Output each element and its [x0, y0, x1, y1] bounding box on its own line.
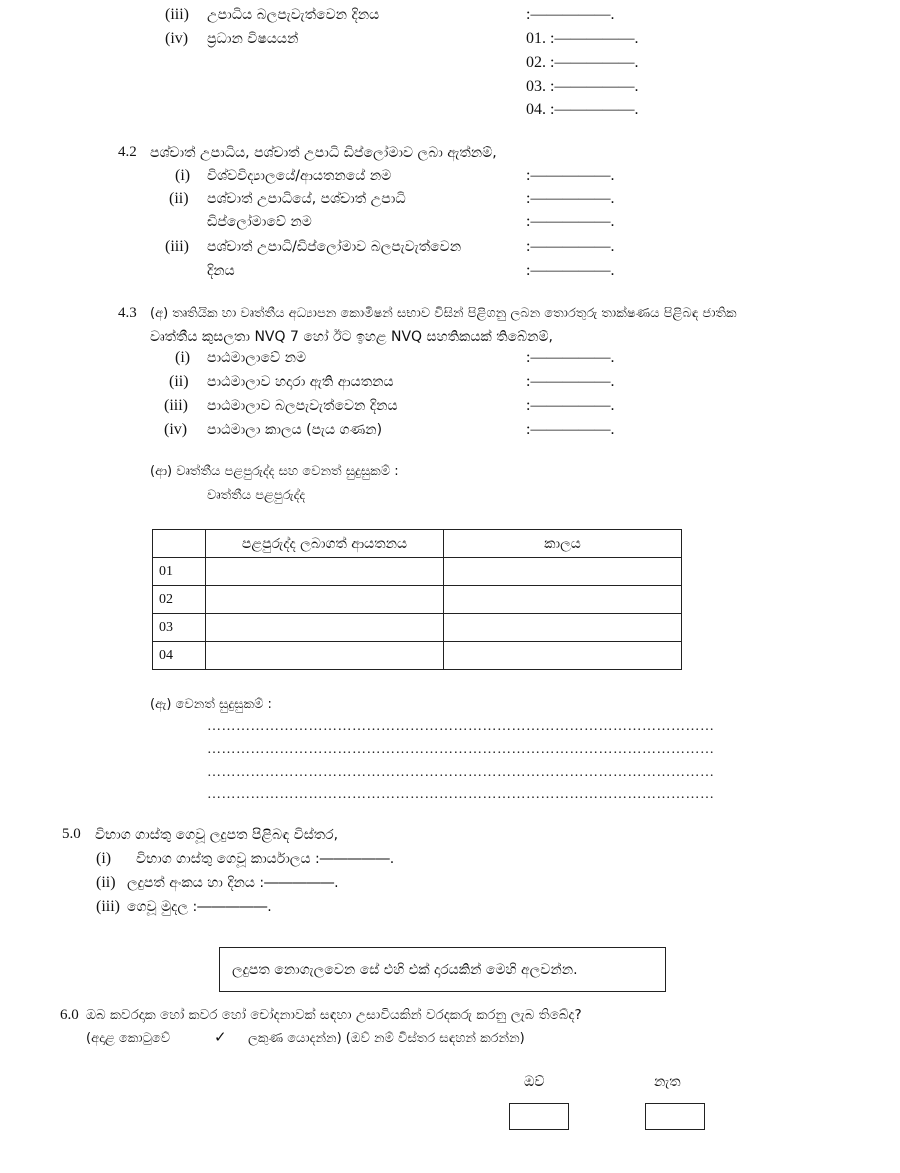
section-number: 4.3	[118, 305, 137, 321]
blank-line[interactable]: :―――――.	[526, 373, 615, 390]
blank-line[interactable]: :―――――.	[526, 6, 615, 23]
field-label: ගෙවූ මුදල :―――――.	[127, 899, 272, 915]
question-text: ඔබ කවරදාක හෝ කවර හෝ චෝදනාවක් සඳහා උසාවියකින් වරදකරු කරනු ලැබ තිබේද?	[86, 1007, 582, 1023]
subsection-heading: (ඇ) වෙනත් සුදුසුකම් :	[150, 697, 272, 712]
subsection-heading: (ආ) වෘත්තීය පළපුරුද්ද සහ වෙනත් සුදුසුකම් :	[150, 464, 399, 479]
institution-cell[interactable]	[206, 614, 444, 642]
section-heading: වෘත්තීය කුසලතා NVQ 7 හෝ ඊට ඉහළ NVQ සහතිකයක් තිබේනම්,	[150, 329, 554, 345]
no-checkbox[interactable]	[645, 1103, 705, 1130]
dotted-line[interactable]: ……………………………………………………………………………………………	[207, 787, 715, 802]
table-row	[153, 586, 682, 614]
row-number: 02	[153, 586, 206, 614]
item-number: (ii)	[169, 190, 189, 207]
no-label: නැත	[654, 1074, 681, 1090]
item-number: (i)	[175, 167, 191, 184]
field-label: පශ්චාත් උපාධියේ, පශ්චාත් උපාධි	[207, 191, 406, 207]
field-label: විභාග ගාස්තු ගෙවූ කාර්යාලය :―――――.	[136, 851, 395, 867]
section-number: 4.2	[118, 144, 137, 160]
blank-line[interactable]: :―――――.	[526, 190, 615, 207]
field-label: පාඨමාලාව බලපැවැත්වෙන දිනය	[207, 398, 398, 414]
blank-line[interactable]: :―――――.	[526, 238, 615, 255]
subject-blank-2[interactable]: 02. :―――――.	[526, 54, 639, 71]
instruction-text: (අදාළ කොටුවේ	[86, 1031, 171, 1046]
field-label: ප්‍රධාන විෂයයන්	[207, 31, 299, 47]
subsection-subheading: වෘත්තීය පළපුරුද්ද	[207, 488, 306, 503]
row-number: 03	[153, 614, 206, 642]
section-heading: (අ) තෘතියික හා වෘත්තීය අධ්‍යාපන කොමිෂන් සභාව විසින් පිළිගනු ලබන තොරතුරු තාක්ෂණය පිළිබඳ ජාතික	[150, 306, 737, 321]
section-number: 5.0	[62, 826, 81, 842]
table-header-row	[153, 530, 682, 558]
blank-line[interactable]: :―――――.	[526, 397, 615, 414]
item-number: (iii)	[165, 6, 189, 23]
field-label: ලදුපත් අංකය හා දිනය :―――――.	[127, 875, 339, 891]
subject-blank-1[interactable]: 01. :―――――.	[526, 30, 639, 47]
subject-blank-3[interactable]: 03. :―――――.	[526, 78, 639, 95]
institution-cell[interactable]	[206, 642, 444, 670]
item-number: (iii)	[164, 397, 188, 414]
column-header: පළපුරුද්ද ලබාගත් ආයතනය	[206, 530, 444, 558]
field-label: උපාධිය බලපැවැත්වෙන දිනය	[207, 7, 380, 23]
row-number: 04	[153, 642, 206, 670]
period-cell[interactable]	[444, 642, 682, 670]
item-number: (ii)	[96, 874, 116, 891]
item-number: (i)	[175, 349, 191, 366]
check-mark-icon: ✓	[214, 1028, 227, 1046]
experience-table	[152, 529, 682, 670]
instruction-text: ලකුණ යොදන්න) (ඔව් නම් විස්තර සඳහන් කරන්න)	[248, 1031, 525, 1046]
table-row	[153, 558, 682, 586]
subject-blank-4[interactable]: 04. :―――――.	[526, 101, 639, 118]
period-cell[interactable]	[444, 586, 682, 614]
column-header	[153, 530, 206, 558]
field-label: දිනය	[207, 263, 235, 279]
period-cell[interactable]	[444, 558, 682, 586]
table-row	[153, 642, 682, 670]
item-number: (iv)	[165, 30, 189, 47]
blank-line[interactable]: :―――――.	[526, 167, 615, 184]
field-label: පාඨමාලා කාලය (පැය ගණන)	[207, 422, 383, 438]
dotted-line[interactable]: ……………………………………………………………………………………………	[207, 719, 715, 734]
dotted-line[interactable]: ……………………………………………………………………………………………	[207, 765, 715, 780]
item-number: (iii)	[96, 898, 120, 915]
blank-line[interactable]: :―――――.	[526, 349, 615, 366]
field-label: පාඨමාලාව හදාරා ඇති ආයතනය	[207, 374, 394, 390]
section-heading: විභාග ගාස්තු ගෙවූ ලදුපත පිළිබඳ විස්තර,	[95, 827, 339, 843]
field-label: පශ්චාත් උපාධි/ඩිප්ලෝමාව බලපැවැත්වෙන	[207, 239, 462, 255]
blank-line[interactable]: :―――――.	[526, 213, 615, 230]
table-row	[153, 614, 682, 642]
field-label: විශ්වවිද්‍යාලයේ/ආයතනයේ නම	[207, 168, 392, 184]
item-number: (iv)	[164, 421, 188, 438]
row-number: 01	[153, 558, 206, 586]
column-header: කාලය	[444, 530, 682, 558]
section-heading: පශ්චාත් උපාධිය, පශ්චාත් උපාධි ඩිප්ලෝමාව ලබා ඇත්නම්,	[150, 145, 497, 161]
blank-line[interactable]: :―――――.	[526, 262, 615, 279]
section-number: 6.0	[60, 1007, 79, 1023]
yes-checkbox[interactable]	[509, 1103, 569, 1130]
blank-line[interactable]: :―――――.	[526, 421, 615, 438]
institution-cell[interactable]	[206, 558, 444, 586]
item-number: (iii)	[165, 238, 189, 255]
institution-cell[interactable]	[206, 586, 444, 614]
yes-label: ඔව්	[524, 1074, 545, 1090]
item-number: (ii)	[169, 373, 189, 390]
receipt-note: ලදුපත නොගැලවෙන සේ එහි එක් දාරයකින් මෙහි අලවන්න.	[232, 962, 578, 978]
item-number: (i)	[96, 850, 112, 867]
field-label: පාඨමාලාවේ නම	[207, 350, 307, 366]
period-cell[interactable]	[444, 614, 682, 642]
receipt-paste-box	[219, 947, 666, 992]
dotted-line[interactable]: ……………………………………………………………………………………………	[207, 742, 715, 757]
field-label: ඩිප්ලෝමාවේ නම	[207, 214, 312, 230]
